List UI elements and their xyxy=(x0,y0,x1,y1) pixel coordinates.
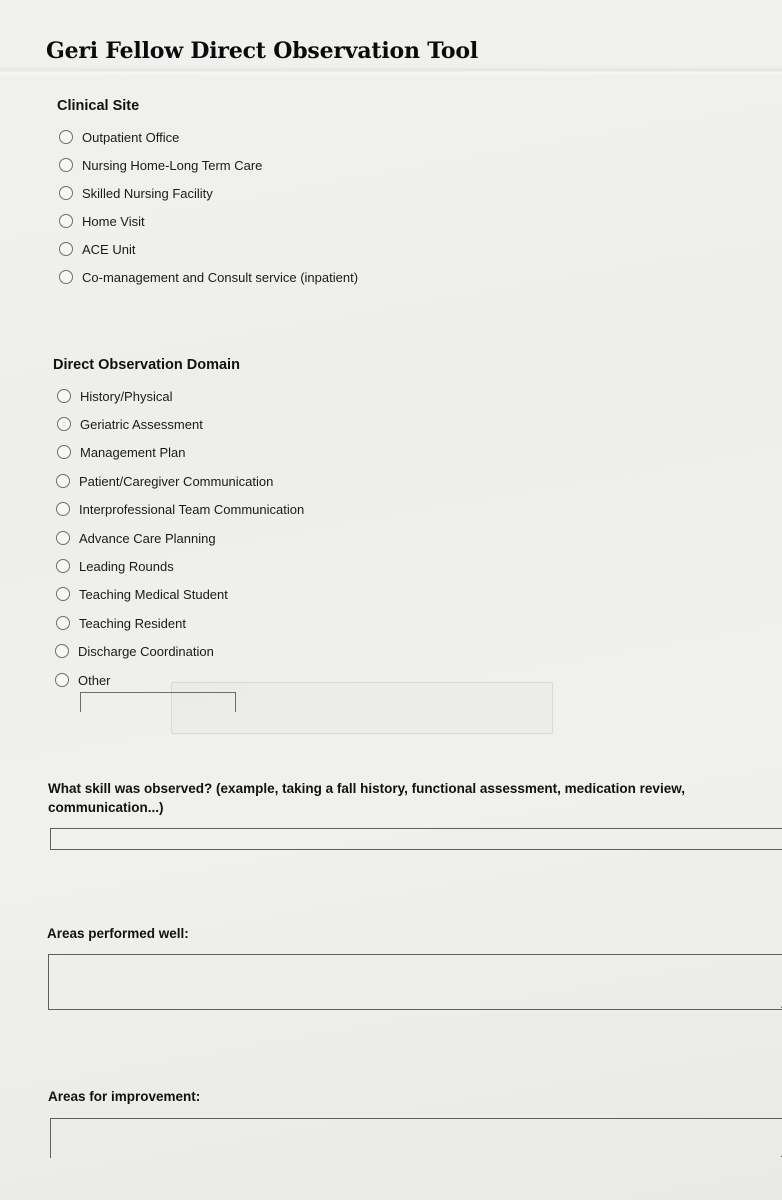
radio-button[interactable] xyxy=(56,531,70,545)
radio-button[interactable] xyxy=(56,474,70,488)
option-label: Interprofessional Team Communication xyxy=(79,501,305,517)
performed-well-field[interactable] xyxy=(48,954,782,1010)
radio-button[interactable] xyxy=(56,616,70,630)
improvement-field[interactable] xyxy=(50,1118,782,1158)
option-label: Patient/Caregiver Communication xyxy=(79,473,274,489)
radio-button[interactable] xyxy=(55,673,69,687)
domain-option-geriatric-assessment[interactable] xyxy=(57,415,203,433)
radio-button[interactable] xyxy=(59,270,73,284)
site-option-skilled-nursing[interactable] xyxy=(59,184,213,202)
domain-option-patient-caregiver[interactable] xyxy=(56,472,273,490)
site-option-co-management[interactable] xyxy=(59,268,358,286)
option-label: Leading Rounds xyxy=(79,558,174,574)
site-option-home-visit[interactable] xyxy=(59,212,145,230)
site-option-ace-unit[interactable] xyxy=(59,240,135,258)
form-title: Geri Fellow Direct Observation Tool xyxy=(46,38,478,64)
domain-option-management-plan[interactable] xyxy=(57,443,186,461)
radio-button[interactable] xyxy=(59,130,73,144)
option-label: ACE Unit xyxy=(82,241,136,257)
radio-button[interactable] xyxy=(59,158,73,172)
radio-button[interactable] xyxy=(56,559,70,573)
performed-well-question: Areas performed well: xyxy=(47,926,189,941)
radio-button[interactable] xyxy=(57,417,71,431)
domain-option-history-physical[interactable] xyxy=(57,387,172,405)
domain-option-interprofessional[interactable] xyxy=(56,500,304,518)
option-label: Teaching Resident xyxy=(79,615,186,631)
radio-button[interactable] xyxy=(57,445,71,459)
improvement-question: Areas for improvement: xyxy=(48,1089,201,1104)
option-label: Geriatric Assessment xyxy=(80,416,203,432)
radio-button[interactable] xyxy=(56,502,70,516)
observation-domain-heading: Direct Observation Domain xyxy=(53,357,240,373)
site-option-nursing-home[interactable] xyxy=(59,156,262,174)
radio-button[interactable] xyxy=(57,389,71,403)
option-label: Outpatient Office xyxy=(82,129,180,145)
site-option-outpatient-office[interactable] xyxy=(59,128,179,146)
domain-option-teaching-resident[interactable] xyxy=(56,614,186,632)
clinical-site-heading: Clinical Site xyxy=(57,98,140,114)
option-label: Skilled Nursing Facility xyxy=(82,185,213,201)
domain-option-advance-care[interactable] xyxy=(56,529,216,547)
option-label: Discharge Coordination xyxy=(78,643,214,659)
domain-option-other[interactable] xyxy=(55,671,111,689)
option-label: Advance Care Planning xyxy=(79,530,216,546)
option-label: Other xyxy=(78,672,111,688)
option-label: Management Plan xyxy=(80,444,186,460)
option-label: Co-management and Consult service (inpatient) xyxy=(82,269,359,285)
skill-observed-question: What skill was observed? (example, taking a fall history, functional assessment, medication review, communication...) xyxy=(48,781,685,815)
radio-button[interactable] xyxy=(59,242,73,256)
domain-option-teaching-student[interactable] xyxy=(56,585,228,603)
domain-option-discharge[interactable] xyxy=(55,642,214,660)
option-label: History/Physical xyxy=(80,388,173,404)
radio-button[interactable] xyxy=(59,186,73,200)
radio-button[interactable] xyxy=(56,587,70,601)
radio-button[interactable] xyxy=(59,214,73,228)
option-label: Teaching Medical Student xyxy=(79,586,228,602)
paper-fold xyxy=(0,66,782,76)
domain-option-leading-rounds[interactable] xyxy=(56,557,174,575)
option-label: Nursing Home-Long Term Care xyxy=(82,157,263,173)
other-domain-input[interactable] xyxy=(80,692,236,712)
skill-observed-field[interactable] xyxy=(50,828,782,850)
option-label: Home Visit xyxy=(82,213,145,229)
radio-button[interactable] xyxy=(55,644,69,658)
